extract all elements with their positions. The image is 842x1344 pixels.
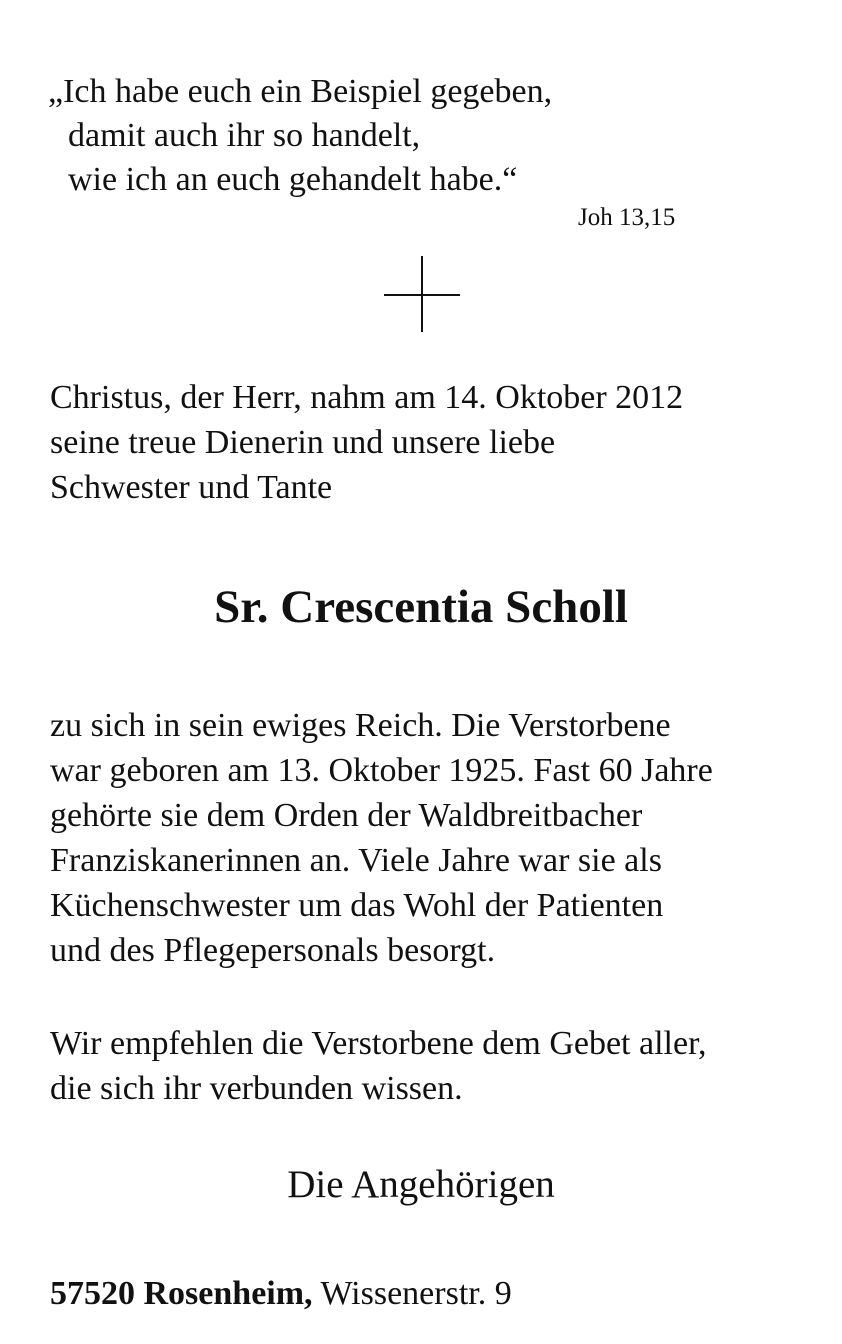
- recommendation-line: Wir empfehlen die Verstorbene dem Gebet aller,: [50, 1025, 707, 1062]
- body-line: und des Pflegepersonals besorgt.: [50, 932, 496, 969]
- address: [50, 1275, 512, 1313]
- body-line: war geboren am 13. Oktober 1925. Fast 60 Jahre: [50, 752, 713, 789]
- intro-line: Schwester und Tante: [50, 469, 333, 506]
- quote-line: „Ich habe euch ein Beispiel gegeben,: [48, 73, 553, 110]
- address-city: 57520 Rosenheim,: [50, 1275, 313, 1312]
- address-street: Wissenerstr. 9: [320, 1275, 512, 1312]
- body-line: Küchenschwester um das Wohl der Patienten: [50, 887, 664, 924]
- cross-icon: [384, 256, 460, 332]
- deceased-name: Sr. Crescentia Scholl: [214, 581, 628, 633]
- quote-line: damit auch ihr so handelt,: [68, 117, 421, 154]
- intro-line: Christus, der Herr, nahm am 14. Oktober 2012: [50, 379, 684, 416]
- body-line: Franziskanerinnen an. Viele Jahre war sie als: [50, 842, 662, 879]
- intro-line: seine treue Dienerin und unsere liebe: [50, 424, 556, 461]
- signature: Die Angehörigen: [287, 1163, 555, 1206]
- body-line: zu sich in sein ewiges Reich. Die Verstorbene: [50, 707, 671, 744]
- recommendation-line: die sich ihr verbunden wissen.: [50, 1070, 463, 1107]
- quote-line: wie ich an euch gehandelt habe.“: [68, 161, 518, 198]
- body-line: gehörte sie dem Orden der Waldbreitbacher: [50, 797, 643, 834]
- quote-reference: Joh 13,15: [578, 204, 676, 231]
